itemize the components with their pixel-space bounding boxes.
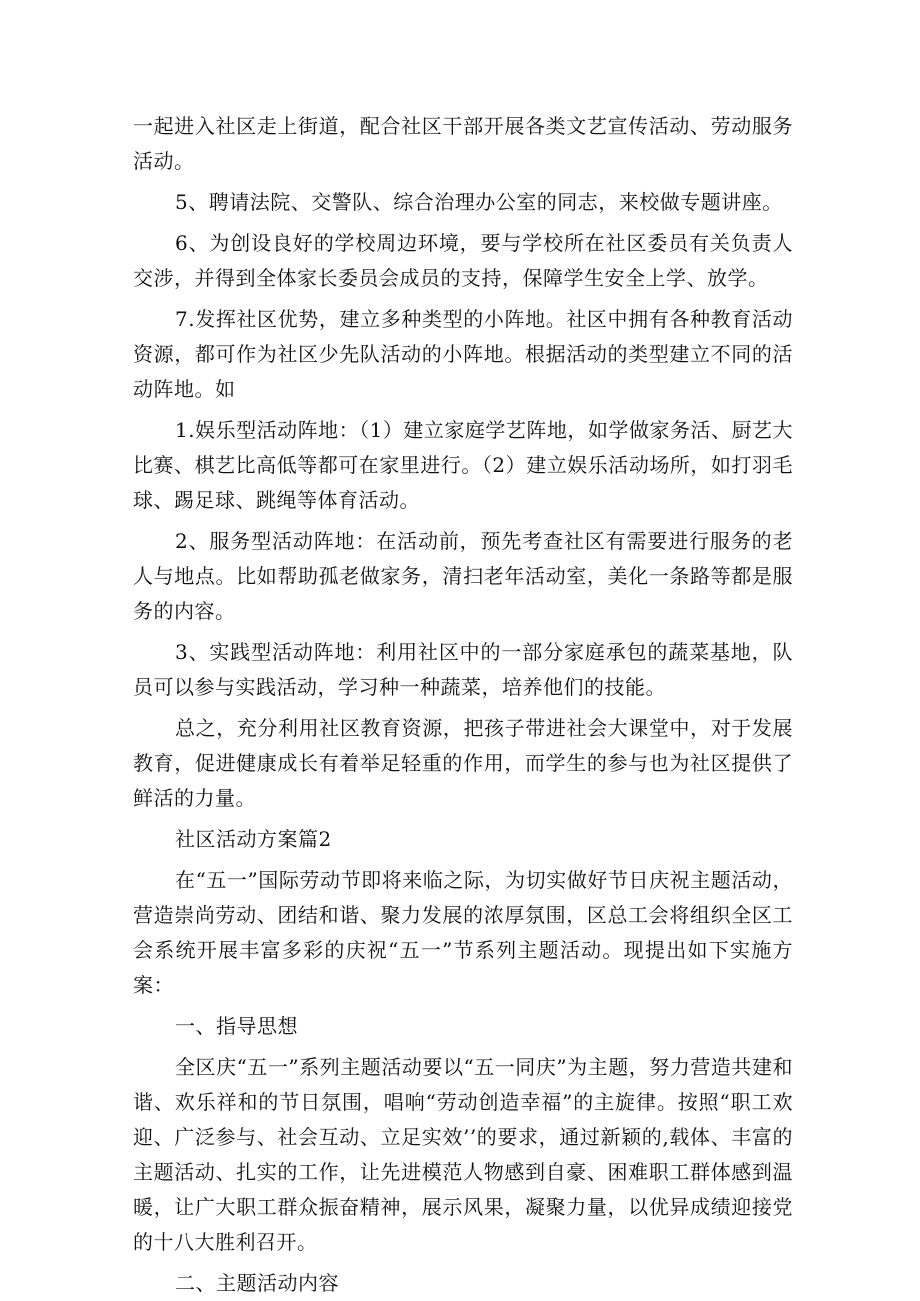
paragraph-item-6: 6、为创设良好的学校周边环境，要与学校所在社区委员有关负责人交涉，并得到全体家长委员会成员的支持，保障学生安全上学、放学。 bbox=[133, 231, 793, 290]
paragraph-guiding-ideology: 全区庆“五一”系列主题活动要以“五一同庆”为主题，努力营造共建和谐、欢乐祥和的节日氛围，唱响“劳动创造幸福”的主旋律。按照“职工欢迎、广泛参与、社会互动、立足实效’’的要求，通过新颖的,载体、丰富的主题活动、扎实的工作，让先进模范人物感到自豪、困难职工群体感到温暖，让广大职工群众振奋精神，展示风果，凝聚力量，以优异成绩迎接党的十八大胜利召开。 bbox=[133, 1055, 793, 1254]
document-body bbox=[133, 109, 793, 1301]
paragraph-practice-base: 3、实践型活动阵地：利用社区中的一部分家庭承包的蔬菜基地，队员可以参与实践活动，学习种一种蔬菜，培养他们的技能。 bbox=[133, 640, 793, 699]
paragraph-summary: 总之，充分利用社区教育资源，把孩子带进社会大课堂中，对于发展教育，促进健康成长有着举足轻重的作用，而学生的参与也为社区提供了鲜活的力量。 bbox=[133, 716, 793, 810]
heading-guiding-ideology: 一、指导思想 bbox=[175, 1014, 298, 1038]
paragraph-intro: 在“五一”国际劳动节即将来临之际，为切实做好节日庆祝主题活动，营造崇尚劳动、团结和谐、聚力发展的浓厚氛围，区总工会将组织全区工会系统开展丰富多彩的庆祝“五一”节系列主题活动。现提出如下实施方案： bbox=[133, 868, 793, 997]
paragraph-item-5: 5、聘请法院、交警队、综合治理办公室的同志，来校做专题讲座。 bbox=[175, 190, 783, 214]
paragraph-service-base: 2、服务型活动阵地：在活动前，预先考查社区有需要进行服务的老人与地点。比如帮助孤老做家务，清扫老年活动室，美化一条路等都是服务的内容。 bbox=[133, 529, 793, 623]
section-title: 社区活动方案篇2 bbox=[175, 827, 332, 851]
paragraph-item-7: 7.发挥社区优势，建立多种类型的小阵地。社区中拥有各种教育活动资源，都可作为社区少先队活动的小阵地。根据活动的类型建立不同的活动阵地。如 bbox=[133, 307, 793, 401]
paragraph-entertainment-base: 1.娱乐型活动阵地：（1）建立家庭学艺阵地，如学做家务活、厨艺大比赛、棋艺比高低等都可在家里进行。（2）建立娱乐活动场所，如打羽毛球、踢足球、跳绳等体育活动。 bbox=[133, 418, 793, 512]
paragraph-continuation: 一起进入社区走上街道，配合社区干部开展各类文艺宣传活动、劳动服务活动。 bbox=[133, 114, 793, 173]
heading-activity-content: 二、主题活动内容 bbox=[175, 1271, 339, 1295]
